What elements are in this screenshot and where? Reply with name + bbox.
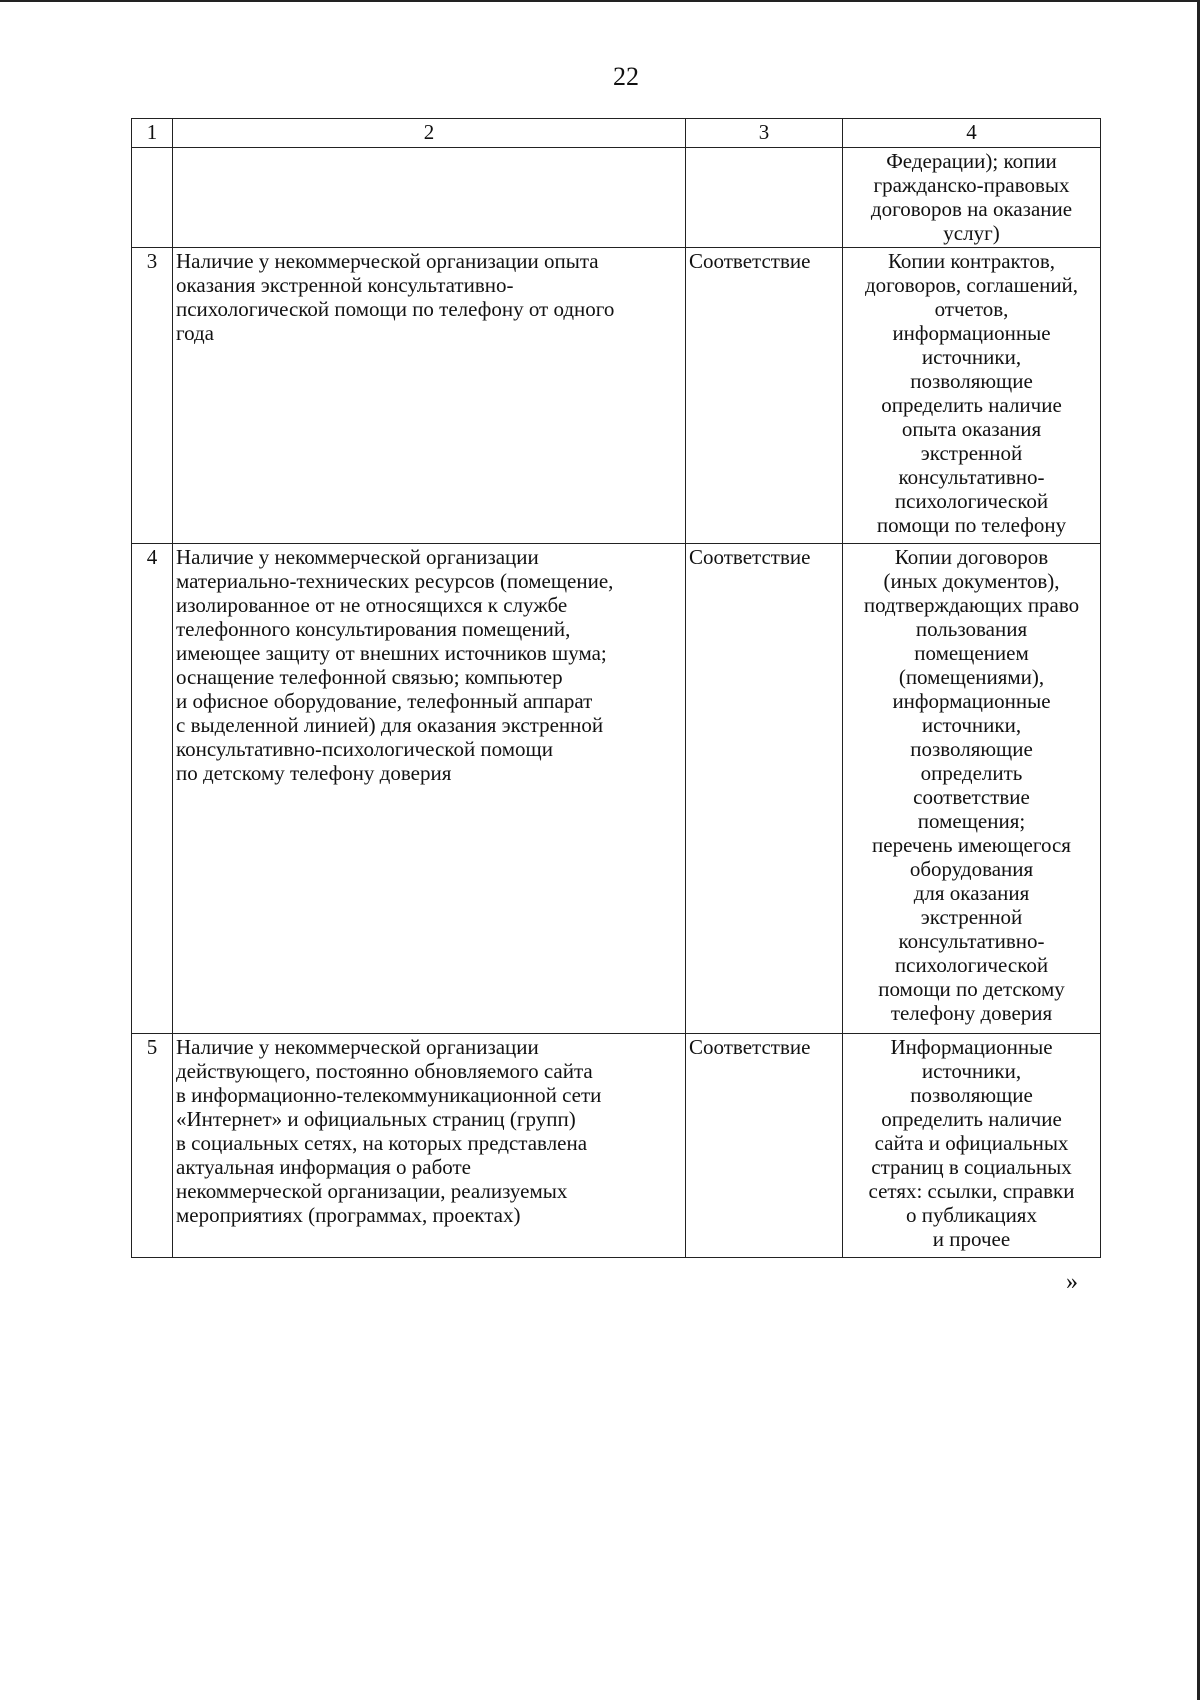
documents-text: Информационные источники, позволяющие определить наличие сайта и официальных страниц в социальных сетях: ссылки, справки о публикациях и прочее bbox=[843, 1034, 1101, 1258]
criterion-text: Наличие у некоммерческой организации опыта оказания экстренной консультативно- психологической помощи по телефону от одного года bbox=[173, 248, 686, 544]
criterion-text bbox=[173, 148, 686, 248]
table-row bbox=[132, 248, 1101, 544]
assessment-text: Соответствие bbox=[686, 1034, 843, 1258]
documents-text: Федерации); копии гражданско-правовых договоров на оказание услуг) bbox=[843, 148, 1101, 248]
page-number: 22 bbox=[613, 62, 639, 91]
table-row bbox=[132, 1034, 1101, 1258]
documents-text: Копии контрактов, договоров, соглашений, отчетов, информационные источники, позволяющие определить наличие опыта оказания экстренной консультативно- психологической помощи по телефону bbox=[843, 248, 1101, 544]
row-number: 4 bbox=[132, 544, 173, 1034]
table-row bbox=[132, 148, 1101, 248]
assessment-text: Соответствие bbox=[686, 248, 843, 544]
row-number: 3 bbox=[132, 248, 173, 544]
header-cell-3: 3 bbox=[686, 119, 843, 148]
row-number bbox=[132, 148, 173, 248]
assessment-text: Соответствие bbox=[686, 544, 843, 1034]
header-cell-1: 1 bbox=[132, 119, 173, 148]
table-row bbox=[132, 544, 1101, 1034]
header-cell-2: 2 bbox=[173, 119, 686, 148]
table-header-row bbox=[132, 119, 1101, 148]
closing-quote-mark: » bbox=[1066, 1269, 1078, 1295]
row-number: 5 bbox=[132, 1034, 173, 1258]
criterion-text: Наличие у некоммерческой организации материально-технических ресурсов (помещение, изолированное от не относящихся к службе телефонного консультирования помещений, имеющее защиту от внешних источников шума; оснащение телефонной связью; компьютер и офисное оборудование, телефонный аппарат с выделенной линией) для оказания экстренной консультативно-психологической помощи по детскому телефону доверия bbox=[173, 544, 686, 1034]
criteria-table bbox=[131, 118, 1101, 1258]
documents-text: Копии договоров (иных документов), подтверждающих право пользования помещением (помещениями), информационные источники, позволяющие определить соответствие помещения; перечень имеющегося оборудования для оказания экстренной консультативно- психологической помощи по детскому телефону доверия bbox=[843, 544, 1101, 1034]
criterion-text: Наличие у некоммерческой организации действующего, постоянно обновляемого сайта в информационно-телекоммуникационной сети «Интернет» и официальных страниц (групп) в социальных сетях, на которых представлена актуальная информация о работе некоммерческой организации, реализуемых мероприятиях (программах, проектах) bbox=[173, 1034, 686, 1258]
assessment-text bbox=[686, 148, 843, 248]
header-cell-4: 4 bbox=[843, 119, 1101, 148]
